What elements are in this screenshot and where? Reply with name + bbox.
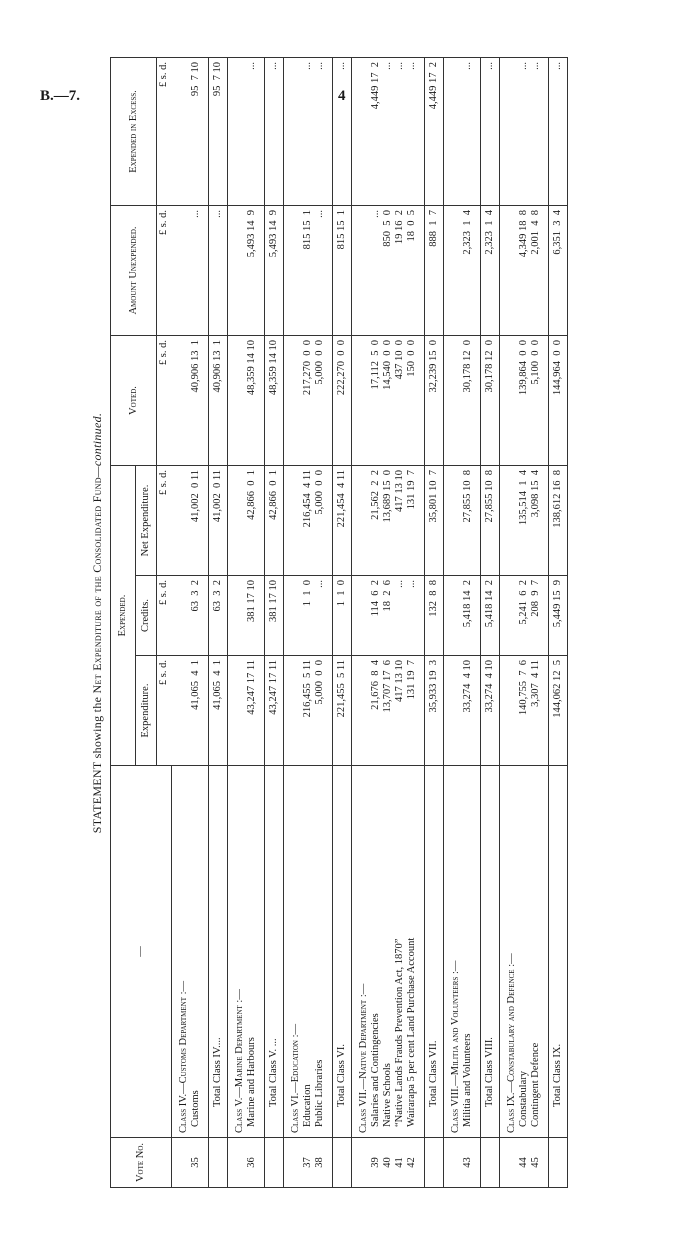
- amount-unexpended: 18 0 5: [406, 206, 418, 336]
- table-row: [302, 58, 314, 1188]
- empty-cell: [178, 336, 190, 466]
- amount-expenditure: 41,065 4 1: [190, 656, 202, 766]
- total-expenditure: 43,247 17 11: [264, 656, 283, 766]
- amount-expenditure: 5,000 0 0: [314, 656, 326, 766]
- col-unexpended: Amount Unexpended.: [111, 206, 157, 336]
- total-net: 221,454 4 11: [332, 466, 351, 576]
- class-section: [171, 58, 227, 1188]
- total-row: [264, 58, 283, 1188]
- amount-credits: 5,241 6 2: [518, 576, 530, 656]
- total-credits: 1 1 0: [332, 576, 351, 656]
- col-excess: Expended in Excess.: [111, 58, 157, 206]
- empty-cell: [450, 656, 462, 766]
- amount-credits: 5,418 14 2: [462, 576, 474, 656]
- section-heading-row: [506, 58, 518, 1188]
- col-description: —: [111, 766, 172, 1138]
- amount-excess: 95 7 10: [190, 58, 202, 206]
- amount-expenditure: 216,455 5 11: [302, 656, 314, 766]
- amount-voted: 40,906 13 1: [190, 336, 202, 466]
- amount-excess: ...: [246, 58, 258, 206]
- amount-excess: ...: [462, 58, 474, 206]
- amount-net: 3,098 15 4: [530, 466, 542, 576]
- amount-expenditure: 417 13 10: [394, 656, 406, 766]
- amount-unexpended: 19 16 2: [394, 206, 406, 336]
- total-unexpended: 2,323 1 4: [480, 206, 499, 336]
- rotated-statement: [88, 58, 658, 1188]
- table-row: [406, 58, 418, 1188]
- table-row: [394, 58, 406, 1188]
- section-heading-row: [358, 58, 370, 1188]
- amount-unexpended: 850 5 0: [382, 206, 394, 336]
- empty-cell: [290, 206, 302, 336]
- item-name: Salaries and Contingencies: [370, 766, 382, 1138]
- item-name: Wairarapa 5 per cent Land Purchase Account: [406, 766, 418, 1138]
- total-voted: 144,964 0 0: [548, 336, 567, 466]
- empty-cell: [234, 576, 246, 656]
- amount-net: 21,562 2 2: [370, 466, 382, 576]
- table-row: [382, 58, 394, 1188]
- empty-cell: [178, 576, 190, 656]
- title-suffix: —continued.: [90, 412, 104, 478]
- empty-cell: [234, 466, 246, 576]
- empty-cell: [178, 58, 190, 206]
- amount-credits: 208 9 7: [530, 576, 542, 656]
- vote-cell: [424, 1138, 443, 1188]
- empty-cell: [450, 576, 462, 656]
- empty-cell: [506, 58, 518, 206]
- amount-voted: 17,112 5 0: [370, 336, 382, 466]
- total-voted: 48,359 14 10: [264, 336, 283, 466]
- vote-cell: [450, 1138, 462, 1188]
- item-name: Education: [302, 766, 314, 1138]
- empty-cell: [450, 206, 462, 336]
- title-main: Net Expenditure of the Consolidated Fund: [90, 477, 104, 694]
- total-net: 138,612 16 8: [548, 466, 567, 576]
- total-label: Total Class IX.: [548, 766, 567, 1138]
- units-net: £ s. d.: [157, 466, 172, 576]
- total-expenditure: 35,933 19 3: [424, 656, 443, 766]
- empty-cell: [178, 656, 190, 766]
- total-voted: 40,906 13 1: [208, 336, 227, 466]
- vote-number: 42: [406, 1138, 418, 1188]
- item-name: Constabulary: [518, 766, 530, 1138]
- amount-unexpended: ...: [370, 206, 382, 336]
- amount-credits: 1 1 0: [302, 576, 314, 656]
- total-net: 41,002 0 11: [208, 466, 227, 576]
- empty-cell: [234, 656, 246, 766]
- col-vote-no: Vote No.: [111, 1138, 172, 1188]
- total-label: Total Class VI.: [332, 766, 351, 1138]
- total-voted: 30,178 12 0: [480, 336, 499, 466]
- total-credits: 132 8 8: [424, 576, 443, 656]
- class-section: [351, 58, 443, 1188]
- table-row: [530, 58, 542, 1188]
- section-heading-row: [234, 58, 246, 1188]
- section-heading: Class VIII.—Militia and Volunteers :—: [450, 766, 462, 1138]
- class-section: [283, 58, 351, 1188]
- amount-unexpended: 2,323 1 4: [462, 206, 474, 336]
- units-unexpended: £ s. d.: [157, 206, 172, 336]
- amount-net: 41,002 0 11: [190, 466, 202, 576]
- title-prefix: STATEMENT showing the: [90, 696, 104, 834]
- vote-number: 35: [190, 1138, 202, 1188]
- vote-cell: [506, 1138, 518, 1188]
- page-reference: B.—7.: [40, 88, 81, 104]
- vote-cell: [208, 1138, 227, 1188]
- table-row: [190, 58, 202, 1188]
- amount-voted: 14,540 0 0: [382, 336, 394, 466]
- empty-cell: [506, 466, 518, 576]
- class-section: [227, 58, 283, 1188]
- empty-cell: [358, 206, 370, 336]
- amount-excess: ...: [530, 58, 542, 206]
- total-unexpended: 888 1 7: [424, 206, 443, 336]
- item-name: Customs: [190, 766, 202, 1138]
- total-excess: 95 7 10: [208, 58, 227, 206]
- empty-cell: [290, 656, 302, 766]
- empty-cell: [506, 336, 518, 466]
- total-expenditure: 144,062 12 5: [548, 656, 567, 766]
- amount-voted: 217,270 0 0: [302, 336, 314, 466]
- table-row: [462, 58, 474, 1188]
- section-heading: Class IX.—Constabulary and Defence :—: [506, 766, 518, 1138]
- table-row: [518, 58, 530, 1188]
- empty-cell: [358, 466, 370, 576]
- amount-unexpended: 815 15 1: [302, 206, 314, 336]
- amount-credits: ...: [314, 576, 326, 656]
- vote-cell: [480, 1138, 499, 1188]
- empty-cell: [178, 466, 190, 576]
- units-voted: £ s. d.: [157, 336, 172, 466]
- empty-cell: [234, 336, 246, 466]
- amount-expenditure: 140,755 7 6: [518, 656, 530, 766]
- vote-cell: [548, 1138, 567, 1188]
- class-section: [499, 58, 567, 1188]
- empty-cell: [450, 58, 462, 206]
- units-excess: £ s. d.: [157, 58, 172, 206]
- vote-cell: [358, 1138, 370, 1188]
- amount-unexpended: 4,349 18 8: [518, 206, 530, 336]
- amount-expenditure: 21,676 8 4: [370, 656, 382, 766]
- amount-voted: 150 0 0: [406, 336, 418, 466]
- section-heading-row: [290, 58, 302, 1188]
- amount-expenditure: 13,707 17 6: [382, 656, 394, 766]
- amount-net: 13,689 15 0: [382, 466, 394, 576]
- total-label: Total Class IV....: [208, 766, 227, 1138]
- amount-expenditure: 131 19 7: [406, 656, 418, 766]
- page-number: 4: [338, 88, 346, 104]
- amount-expenditure: 3,307 4 11: [530, 656, 542, 766]
- total-excess: ...: [264, 58, 283, 206]
- amount-net: 42,866 0 1: [246, 466, 258, 576]
- vote-number: 44: [518, 1138, 530, 1188]
- amount-net: 27,855 10 8: [462, 466, 474, 576]
- empty-cell: [358, 656, 370, 766]
- total-row: [332, 58, 351, 1188]
- col-expenditure: Expenditure.: [136, 656, 157, 766]
- empty-cell: [506, 576, 518, 656]
- section-heading: Class V.—Marine Department :—: [234, 766, 246, 1138]
- total-label: Total Class V. ...: [264, 766, 283, 1138]
- vote-number: 41: [394, 1138, 406, 1188]
- item-name: “Native Lands Frauds Prevention Act, 1870”: [394, 766, 406, 1138]
- total-unexpended: 6,351 3 4: [548, 206, 567, 336]
- amount-net: 131 19 7: [406, 466, 418, 576]
- section-heading: Class VI.—Education :—: [290, 766, 302, 1138]
- empty-cell: [358, 336, 370, 466]
- table-row: [370, 58, 382, 1188]
- vote-number: 38: [314, 1138, 326, 1188]
- section-heading-row: [178, 58, 190, 1188]
- vote-number: 43: [462, 1138, 474, 1188]
- item-name: Contingent Defence: [530, 766, 542, 1138]
- empty-cell: [358, 576, 370, 656]
- total-net: 35,801 10 7: [424, 466, 443, 576]
- amount-unexpended: 2,001 4 8: [530, 206, 542, 336]
- item-name: Marine and Harbours: [246, 766, 258, 1138]
- item-name: Native Schools: [382, 766, 394, 1138]
- amount-excess: ...: [394, 58, 406, 206]
- total-label: Total Class VIII.: [480, 766, 499, 1138]
- empty-cell: [178, 206, 190, 336]
- amount-credits: 18 2 6: [382, 576, 394, 656]
- vote-number: 40: [382, 1138, 394, 1188]
- total-expenditure: 33,274 4 10: [480, 656, 499, 766]
- col-expended: Expended.: [111, 466, 136, 766]
- amount-excess: ...: [518, 58, 530, 206]
- empty-cell: [506, 656, 518, 766]
- col-voted: Voted.: [111, 336, 157, 466]
- amount-expenditure: 33,274 4 10: [462, 656, 474, 766]
- amount-credits: 114 6 2: [370, 576, 382, 656]
- empty-cell: [290, 336, 302, 466]
- total-net: 42,866 0 1: [264, 466, 283, 576]
- total-unexpended: 815 15 1: [332, 206, 351, 336]
- statement-table: [110, 57, 568, 1188]
- total-expenditure: 41,065 4 1: [208, 656, 227, 766]
- empty-cell: [290, 576, 302, 656]
- class-section: [443, 58, 499, 1188]
- section-heading: Class VII.—Native Department :—: [358, 766, 370, 1138]
- total-unexpended: 5,493 14 9: [264, 206, 283, 336]
- amount-unexpended: ...: [314, 206, 326, 336]
- amount-expenditure: 43,247 17 11: [246, 656, 258, 766]
- vote-number: 39: [370, 1138, 382, 1188]
- amount-credits: ...: [406, 576, 418, 656]
- amount-excess: ...: [302, 58, 314, 206]
- amount-voted: 5,000 0 0: [314, 336, 326, 466]
- total-excess: 4,449 17 2: [424, 58, 443, 206]
- item-name: Public Libraries: [314, 766, 326, 1138]
- total-excess: ...: [548, 58, 567, 206]
- amount-voted: 139,864 0 0: [518, 336, 530, 466]
- statement-title: [88, 58, 110, 1188]
- vote-cell: [234, 1138, 246, 1188]
- vote-number: 36: [246, 1138, 258, 1188]
- empty-cell: [450, 336, 462, 466]
- total-credits: 5,418 14 2: [480, 576, 499, 656]
- total-row: [208, 58, 227, 1188]
- total-row: [548, 58, 567, 1188]
- units-expenditure: £ s. d.: [157, 656, 172, 766]
- amount-net: 135,514 1 4: [518, 466, 530, 576]
- amount-net: 216,454 4 11: [302, 466, 314, 576]
- amount-net: 5,000 0 0: [314, 466, 326, 576]
- amount-voted: 30,178 12 0: [462, 336, 474, 466]
- amount-excess: ...: [406, 58, 418, 206]
- total-credits: 381 17 10: [264, 576, 283, 656]
- total-excess: ...: [332, 58, 351, 206]
- amount-voted: 48,359 14 10: [246, 336, 258, 466]
- vote-number: 45: [530, 1138, 542, 1188]
- empty-cell: [506, 206, 518, 336]
- table-row: [314, 58, 326, 1188]
- total-label: Total Class VII.: [424, 766, 443, 1138]
- vote-cell: [332, 1138, 351, 1188]
- col-credits: Credits.: [136, 576, 157, 656]
- table-row: [246, 58, 258, 1188]
- section-heading: Class IV.—Customs Department :—: [178, 766, 190, 1138]
- empty-cell: [450, 466, 462, 576]
- amount-voted: 5,100 0 0: [530, 336, 542, 466]
- amount-credits: 381 17 10: [246, 576, 258, 656]
- empty-cell: [234, 58, 246, 206]
- total-credits: 5,449 15 9: [548, 576, 567, 656]
- total-excess: ...: [480, 58, 499, 206]
- vote-cell: [264, 1138, 283, 1188]
- amount-unexpended: ...: [190, 206, 202, 336]
- amount-excess: 4,449 17 2: [370, 58, 382, 206]
- empty-cell: [290, 466, 302, 576]
- total-credits: 63 3 2: [208, 576, 227, 656]
- amount-excess: ...: [382, 58, 394, 206]
- empty-cell: [290, 58, 302, 206]
- amount-credits: ...: [394, 576, 406, 656]
- amount-unexpended: 5,493 14 9: [246, 206, 258, 336]
- amount-excess: ...: [314, 58, 326, 206]
- units-credits: £ s. d.: [157, 576, 172, 656]
- empty-cell: [234, 206, 246, 336]
- empty-cell: [358, 58, 370, 206]
- total-expenditure: 221,455 5 11: [332, 656, 351, 766]
- total-net: 27,855 10 8: [480, 466, 499, 576]
- total-voted: 32,239 15 0: [424, 336, 443, 466]
- vote-cell: [290, 1138, 302, 1188]
- amount-voted: 437 10 0: [394, 336, 406, 466]
- item-name: Militia and Volunteers: [462, 766, 474, 1138]
- total-row: [424, 58, 443, 1188]
- total-voted: 222,270 0 0: [332, 336, 351, 466]
- amount-net: 417 13 10: [394, 466, 406, 576]
- vote-cell: [178, 1138, 190, 1188]
- total-row: [480, 58, 499, 1188]
- section-heading-row: [450, 58, 462, 1188]
- amount-credits: 63 3 2: [190, 576, 202, 656]
- total-unexpended: ...: [208, 206, 227, 336]
- col-net-expenditure: Net Expenditure.: [136, 466, 157, 576]
- vote-number: 37: [302, 1138, 314, 1188]
